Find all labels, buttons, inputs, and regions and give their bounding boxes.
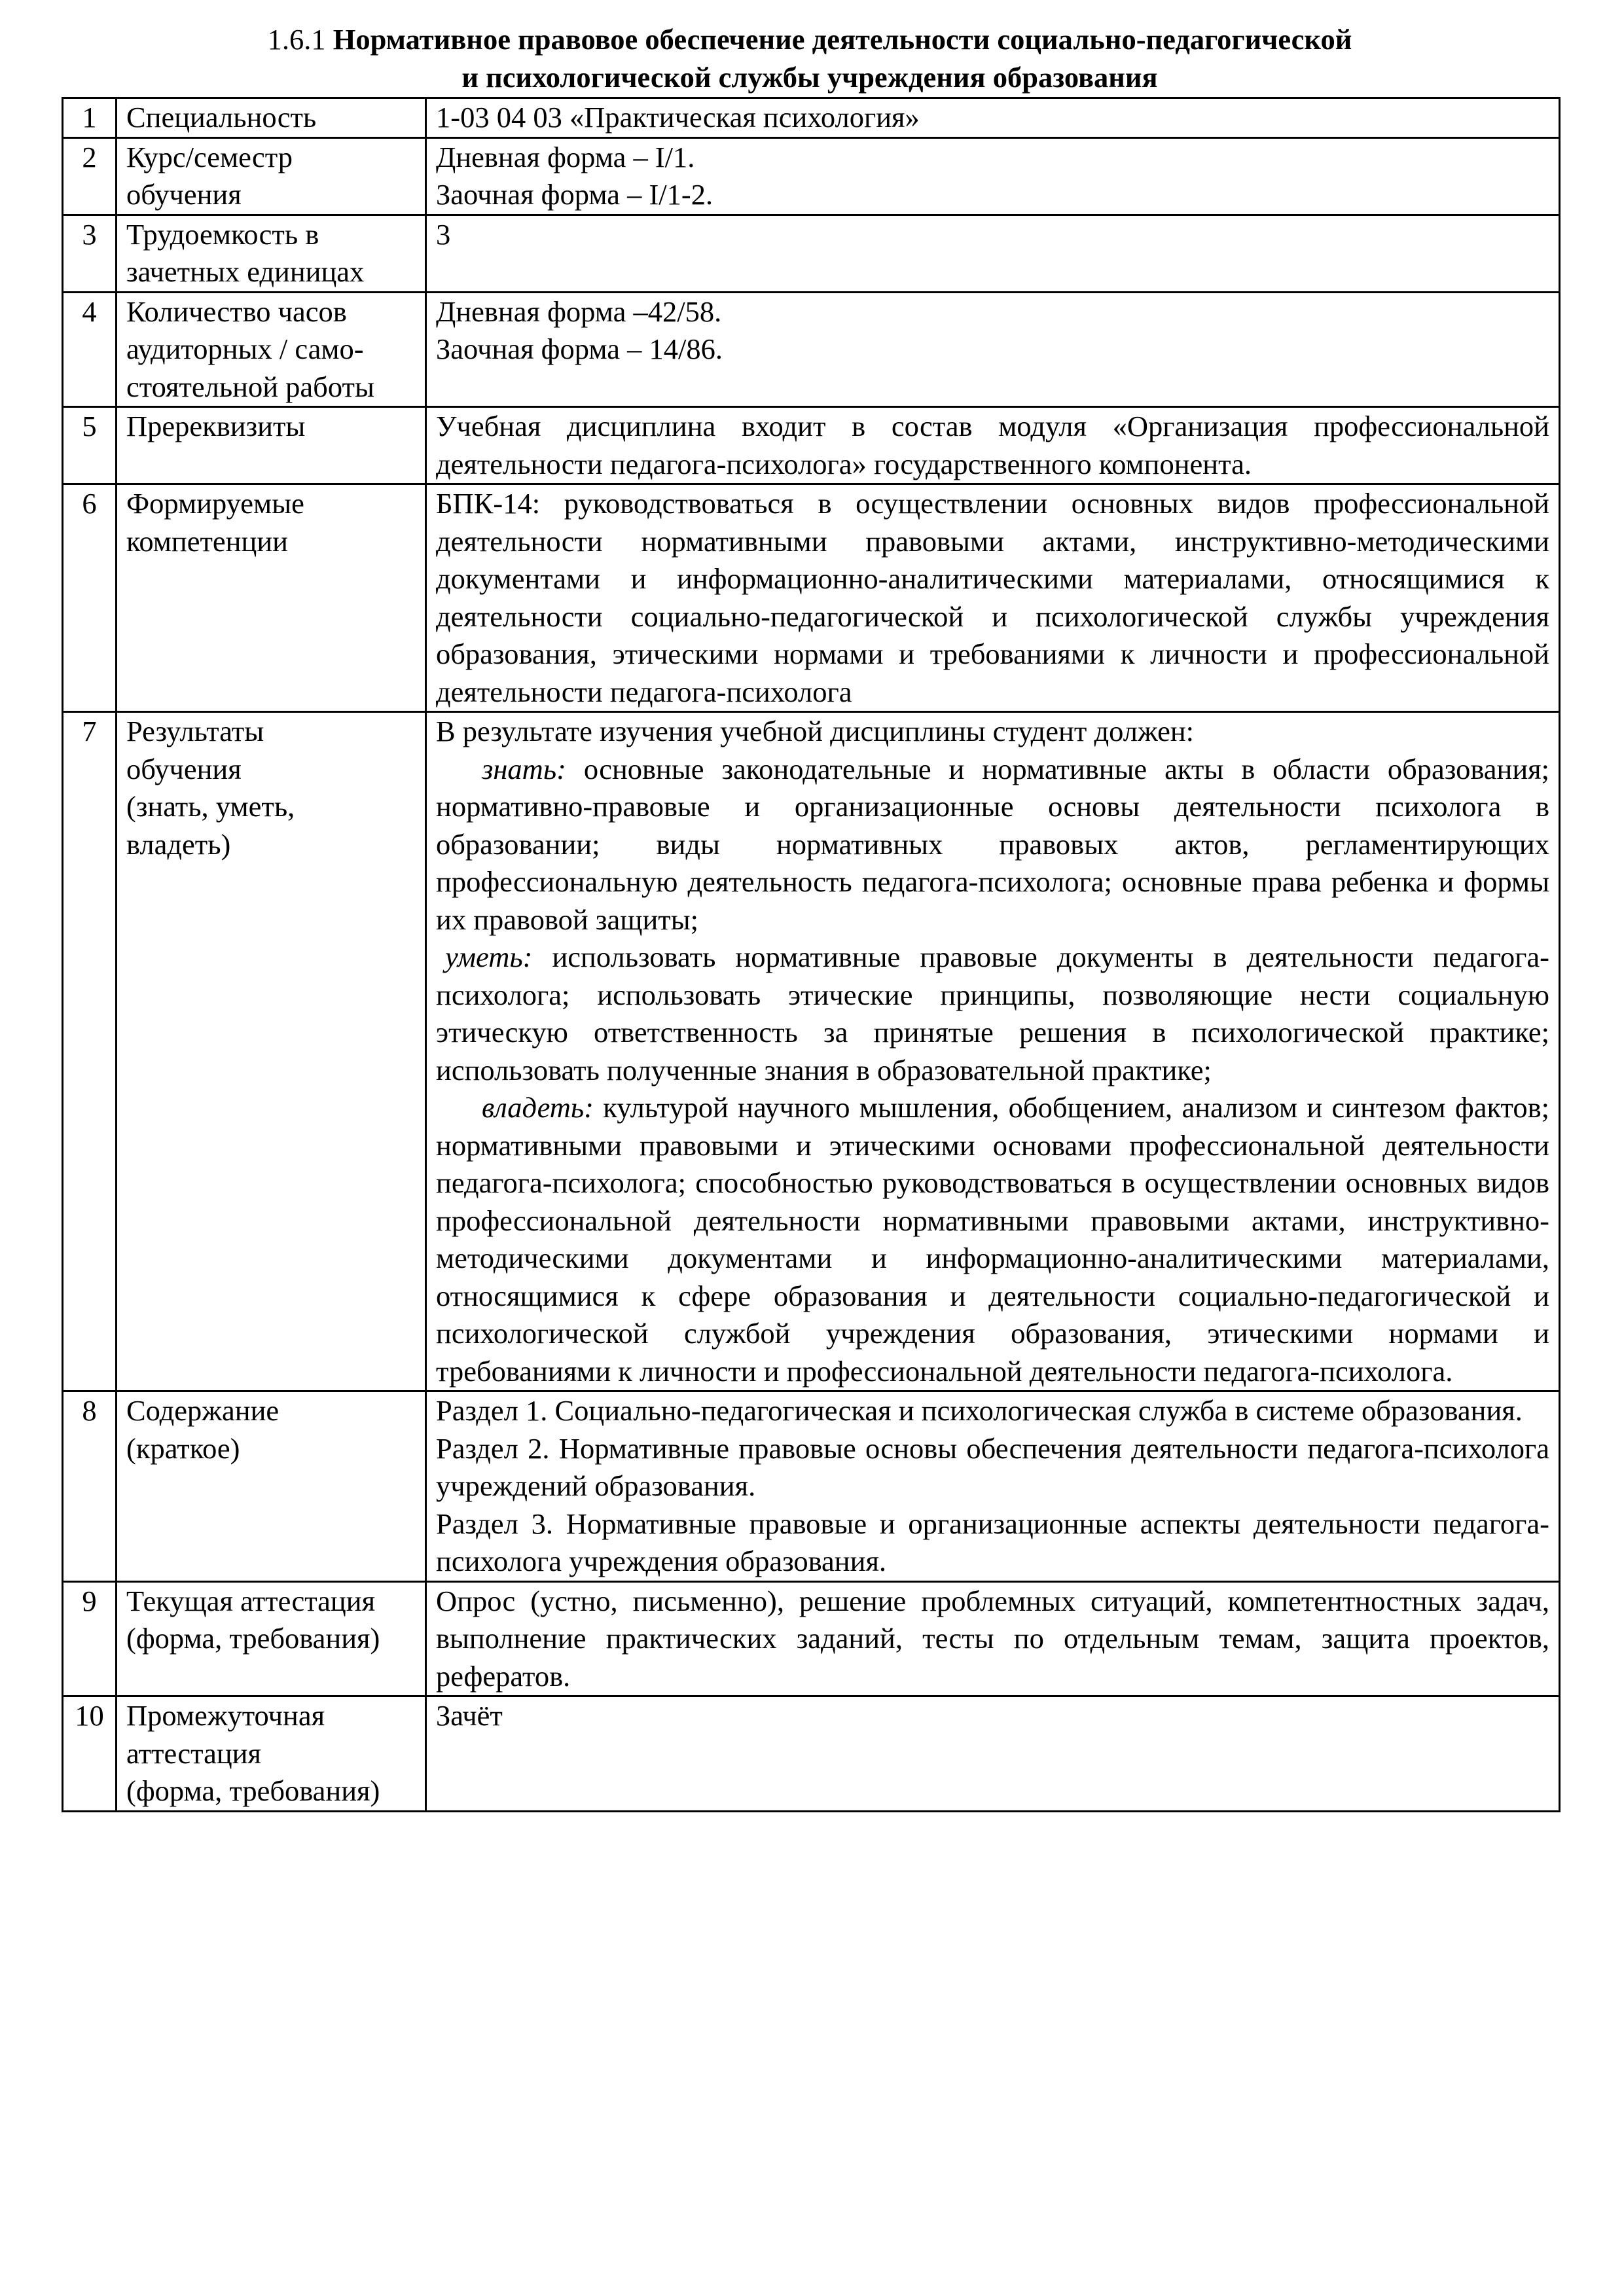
discipline-table bbox=[62, 97, 1561, 1812]
row-value bbox=[426, 407, 1560, 484]
row-label-line: обучения bbox=[126, 178, 242, 211]
own-label: владеть: bbox=[482, 1091, 594, 1124]
content-section-3: Раздел 3. Нормативные правовые и организационные аспекты деятельности педагога-психолога учреждения образования. bbox=[436, 1507, 1549, 1577]
row-label-line: Текущая аттестация bbox=[126, 1584, 376, 1617]
row-label bbox=[117, 1696, 426, 1812]
row-value bbox=[426, 98, 1560, 138]
row-label-line: Трудоемкость в bbox=[126, 217, 319, 251]
table-row bbox=[63, 407, 1560, 484]
row-label-line: Пререквизиты bbox=[126, 410, 306, 442]
table-row bbox=[63, 98, 1560, 138]
competence-paragraph: БПК-14: руководствоваться в осуществлении основных видов профессиональной деятельности нормативными правовыми актами, инструктивно-методическими документами и информационно-аналитическими материалами, относящимися к деятельности социально-педагогической и психологической службы учреждения образования, этическими нормами и требованиями к личности и профессиональной деятельности педагога-психолога bbox=[436, 487, 1549, 708]
row-label-line: Результаты bbox=[126, 715, 264, 747]
own-paragraph bbox=[436, 1089, 1549, 1390]
row-label-line: аттестация bbox=[126, 1736, 261, 1770]
row-label-line: Формируемые bbox=[126, 487, 304, 520]
table-row bbox=[63, 712, 1560, 1391]
row-number: 3 bbox=[63, 215, 117, 292]
row-label bbox=[117, 712, 426, 1391]
row-label-line: (знать, уметь, bbox=[126, 790, 295, 823]
row-value bbox=[426, 712, 1560, 1391]
row-label-line: (краткое) bbox=[126, 1431, 240, 1465]
row-value bbox=[426, 1391, 1560, 1582]
row-value bbox=[426, 484, 1560, 712]
row-number: 1 bbox=[63, 98, 117, 138]
row-label-line: Содержание bbox=[126, 1394, 280, 1427]
can-label: уметь: bbox=[445, 941, 533, 973]
attestation-paragraph: Опрос (устно, письменно), решение проблемных ситуаций, компетентностных задач, выполнение практических заданий, тесты по отдельным темам, защита проектов, рефератов. bbox=[436, 1584, 1549, 1693]
row-value bbox=[426, 1581, 1560, 1696]
row-label-line: аудиторных / само- bbox=[126, 332, 364, 365]
row-value-line: Заочная форма – 14/86. bbox=[436, 332, 723, 365]
content-section-2: Раздел 2. Нормативные правовые основы обеспечения деятельности педагога-психолога учреждений образования. bbox=[436, 1431, 1549, 1502]
row-number: 8 bbox=[63, 1391, 117, 1582]
row-value-line: Дневная форма –42/58. bbox=[436, 295, 722, 328]
row-value bbox=[426, 292, 1560, 407]
title-text-1: Нормативное правовое обеспечение деятельности социально-педагогической bbox=[333, 23, 1352, 56]
row-label bbox=[117, 215, 426, 292]
row-label-line: Количество часов bbox=[126, 295, 347, 328]
row-value-line: 3 bbox=[436, 217, 451, 251]
row-number: 4 bbox=[63, 292, 117, 407]
title-line-1 bbox=[62, 21, 1558, 59]
table-row bbox=[63, 484, 1560, 712]
row-label bbox=[117, 407, 426, 484]
row-label bbox=[117, 1391, 426, 1582]
row-value-line: Зачёт bbox=[436, 1699, 503, 1732]
table-row bbox=[63, 137, 1560, 215]
row-label bbox=[117, 292, 426, 407]
row-value-line: Заочная форма – I/1-2. bbox=[436, 178, 713, 211]
know-label: знать: bbox=[482, 752, 566, 785]
row-label-line: (форма, требования) bbox=[126, 1774, 380, 1807]
row-label-line: зачетных единицах bbox=[126, 255, 365, 288]
row-value-line: Дневная форма – I/1. bbox=[436, 140, 695, 173]
row-label-line: (форма, требования) bbox=[126, 1622, 380, 1655]
row-label-line: Специальность bbox=[126, 101, 317, 134]
row-label-line: компетенции bbox=[126, 524, 288, 558]
table-row bbox=[63, 1696, 1560, 1812]
row-label bbox=[117, 484, 426, 712]
row-number: 9 bbox=[63, 1581, 117, 1696]
row-number: 7 bbox=[63, 712, 117, 1391]
row-label-line: стоятельной работы bbox=[126, 370, 374, 403]
title-text-2: и психологической службы учреждения образования bbox=[461, 60, 1158, 94]
know-paragraph bbox=[436, 751, 1549, 939]
row-label-line: обучения bbox=[126, 752, 242, 785]
know-text: основные законодательные и нормативные акты в области образования; нормативно-правовые и организационные основы деятельности психолога в образовании; виды нормативных правовых актов, регламентирующих профессиональную деятельность педагога-психолога; основные права ребенка и формы их правовой защиты; bbox=[436, 752, 1549, 936]
own-text: культурой научного мышления, обобщением, анализом и синтезом фактов; нормативными правовыми и этическими основами профессиональной деятельности педагога-психолога; способностью руководствоваться в осуществлении основных видов профессиональной деятельности нормативными правовыми актами, инструктивно-методическими документами и информационно-аналитическими материалами, относящимися к сфере образования и деятельности социально-педагогической и психологической службой учреждения образования, этическими нормами и требованиями к личности и профессиональной деятельности педагога-психолога. bbox=[436, 1091, 1549, 1388]
section-number: 1.6.1 bbox=[267, 23, 326, 56]
can-paragraph bbox=[436, 939, 1549, 1089]
table-row bbox=[63, 292, 1560, 407]
row-number: 2 bbox=[63, 137, 117, 215]
row-label-line: Курс/семестр bbox=[126, 140, 293, 173]
outcomes-intro: В результате изучения учебной дисциплины студент должен: bbox=[436, 715, 1195, 747]
row-value bbox=[426, 215, 1560, 292]
row-label-line: Промежуточная bbox=[126, 1699, 325, 1732]
table-row bbox=[63, 215, 1560, 292]
row-number: 10 bbox=[63, 1696, 117, 1812]
row-label-line: владеть) bbox=[126, 827, 231, 861]
row-value bbox=[426, 137, 1560, 215]
title-line-2 bbox=[62, 59, 1558, 97]
row-value-paragraph: Учебная дисциплина входит в состав модуля «Организация профессиональной деятельности педагога-психолога» государственного компонента. bbox=[436, 410, 1549, 480]
row-number: 5 bbox=[63, 407, 117, 484]
row-label bbox=[117, 1581, 426, 1696]
can-text: использовать нормативные правовые документы в деятельности педагога-психолога; использовать этические принципы, позволяющие нести социальную этическую ответственность за принятые решения в психологической практике; использовать полученные знания в образовательной практике; bbox=[436, 941, 1549, 1086]
row-label bbox=[117, 98, 426, 138]
row-value-line: 1-03 04 03 «Практическая психология» bbox=[436, 101, 920, 134]
row-label bbox=[117, 137, 426, 215]
table-row bbox=[63, 1581, 1560, 1696]
row-number: 6 bbox=[63, 484, 117, 712]
content-section-1: Раздел 1. Социально-педагогическая и психологическая служба в системе образования. bbox=[436, 1394, 1523, 1427]
row-value bbox=[426, 1696, 1560, 1812]
section-title bbox=[62, 21, 1558, 96]
table-row bbox=[63, 1391, 1560, 1582]
